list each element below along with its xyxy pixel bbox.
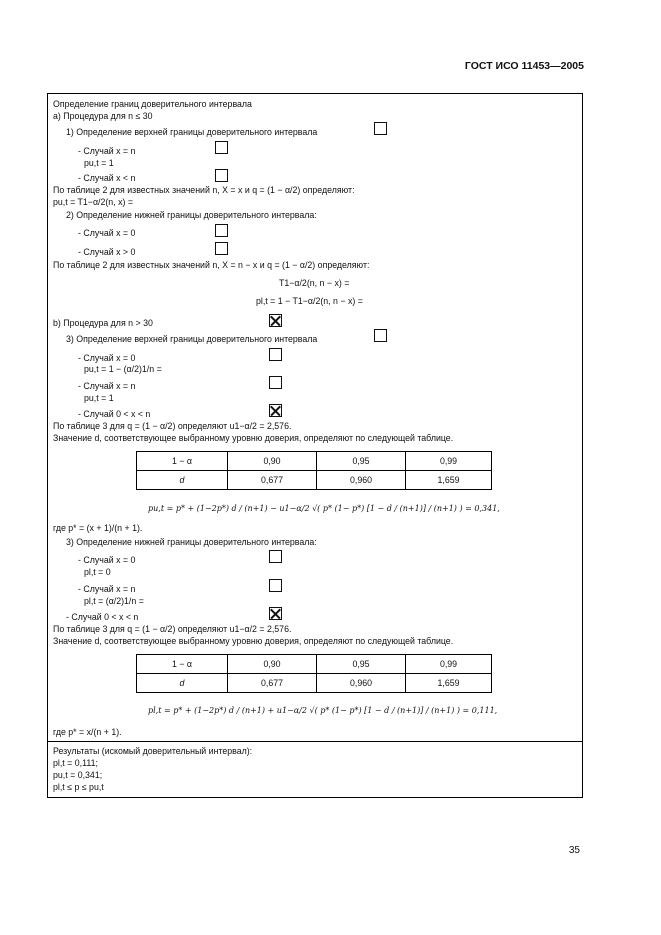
table-cell: 0,99	[406, 452, 492, 471]
b4-case3-checkbox-checked[interactable]	[269, 607, 282, 620]
results-separator	[47, 741, 583, 742]
table-cell: 0,90	[228, 452, 317, 471]
table-row	[137, 655, 492, 674]
b3-where-note: где p* = (x + 1)/(n + 1).	[53, 523, 143, 533]
a2-table-note: По таблице 2 для известных значений n, X = n − x и q = (1 − α/2) определяют:	[53, 260, 370, 270]
table-row	[137, 452, 492, 471]
a2-case1-checkbox[interactable]	[215, 224, 228, 237]
b4-lower-bound-formula: pl,t = p* + (1−2p*) d / (n+1) + u1−α/2 √( p* (1− p*) [1 − d / (n+1)] / (n+1) ) = 0,111,	[148, 706, 498, 715]
document-header: ГОСТ ИСО 11453—2005	[464, 60, 584, 72]
result-lower-bound: pl,t = 0,111;	[53, 758, 98, 768]
results-heading: Результаты (искомый доверительный интервал):	[53, 746, 253, 756]
b4-case-x-equals-n: - Случай x = n	[78, 584, 136, 594]
d-value-table-upper	[136, 451, 492, 490]
b3-case3-checkbox-checked[interactable]	[269, 404, 282, 417]
d-value-table-lower	[136, 654, 492, 693]
procedure-a-heading: а) Процедура для n ≤ 30	[53, 111, 153, 121]
table-cell: d	[137, 674, 228, 693]
a1-formula: pu,t = T1−α/2(n, x) =	[53, 197, 133, 207]
b4-where-note: где p* = x/(n + 1).	[53, 727, 122, 737]
b4-d-note: Значение d, соответствующее выбранному уровню доверия, определяют по следующей таблице.	[53, 636, 454, 646]
page-number: 35	[568, 845, 580, 856]
a1-case1-checkbox[interactable]	[215, 141, 228, 154]
a2-heading: 2) Определение нижней границы доверительного интервала:	[66, 210, 317, 220]
a1-heading: 1) Определение верхней границы доверительного интервала	[66, 127, 318, 137]
a1-table-note: По таблице 2 для известных значений n, X = x и q = (1 − α/2) определяют:	[53, 185, 355, 195]
a2-case-x-zero: - Случай x = 0	[78, 228, 136, 238]
result-upper-bound: pu,t = 0,341;	[53, 770, 103, 780]
table-cell: 0,677	[228, 674, 317, 693]
b4-case-between: - Случай 0 < x < n	[66, 612, 139, 622]
b3-case-between: - Случай 0 < x < n	[78, 409, 151, 419]
b4-case2-value: pl,t = (α/2)1/n =	[84, 596, 144, 606]
b4-heading: 3) Определение нижней границы доверительного интервала:	[66, 537, 317, 547]
table-cell: 0,960	[317, 471, 406, 490]
b3-table-note: По таблице 3 для q = (1 − α/2) определяют u1−α/2 = 2,576.	[53, 421, 292, 431]
b3-case-x-equals-n: - Случай x = n	[78, 381, 136, 391]
a1-case2-checkbox[interactable]	[215, 169, 228, 182]
table-cell: 1 − α	[137, 655, 228, 674]
a1-case1-value: pu,t = 1	[84, 158, 114, 168]
table-cell: 1,659	[406, 471, 492, 490]
table-cell: 0,95	[317, 655, 406, 674]
b4-case1-checkbox[interactable]	[269, 550, 282, 563]
a2-case2-checkbox[interactable]	[215, 242, 228, 255]
a1-case-x-equals-n: - Случай x = n	[78, 146, 136, 156]
a2-formula-t: T1−α/2(n, n − x) =	[279, 278, 350, 288]
table-cell: 1 − α	[137, 452, 228, 471]
b3-case1-checkbox[interactable]	[269, 348, 282, 361]
table-cell: 1,659	[406, 674, 492, 693]
table-cell: 0,960	[317, 674, 406, 693]
table-cell: d	[137, 471, 228, 490]
table-row	[137, 471, 492, 490]
a1-case-x-less-n: - Случай x < n	[78, 173, 136, 183]
b3-checkbox[interactable]	[374, 329, 387, 342]
procedure-b-checkbox-checked[interactable]	[269, 314, 282, 327]
b3-case1-value: pu,t = 1 − (α/2)1/n =	[84, 364, 162, 374]
procedure-b-heading: b) Процедура для n > 30	[53, 318, 153, 328]
a1-checkbox[interactable]	[374, 122, 387, 135]
a2-case-x-positive: - Случай x > 0	[78, 247, 136, 257]
b3-case2-checkbox[interactable]	[269, 376, 282, 389]
b3-d-note: Значение d, соответствующее выбранному уровню доверия, определяют по следующей таблице.	[53, 433, 454, 443]
b4-table-note: По таблице 3 для q = (1 − α/2) определяют u1−α/2 = 2,576.	[53, 624, 292, 634]
a2-formula-pl: pl,t = 1 − T1−α/2(n, n − x) =	[256, 296, 363, 306]
table-cell: 0,90	[228, 655, 317, 674]
result-interval: pl,t ≤ p ≤ pu,t	[53, 782, 104, 792]
table-cell: 0,677	[228, 471, 317, 490]
table-row	[137, 674, 492, 693]
table-cell: 0,99	[406, 655, 492, 674]
b4-case2-checkbox[interactable]	[269, 579, 282, 592]
table-cell: 0,95	[317, 452, 406, 471]
b3-upper-bound-formula: pu,t = p* + (1−2p*) d / (n+1) − u1−α/2 √( p* (1− p*) [1 − d / (n+1)] / (n+1) ) = 0,341,	[148, 504, 500, 513]
b3-heading: 3) Определение верхней границы доверительного интервала	[66, 334, 318, 344]
b3-case-x-zero: - Случай x = 0	[78, 353, 136, 363]
b3-case2-value: pu,t = 1	[84, 393, 114, 403]
b4-case-x-zero: - Случай x = 0	[78, 555, 136, 565]
b4-case1-value: pl,t = 0	[84, 567, 111, 577]
section-title: Определение границ доверительного интервала	[53, 99, 252, 109]
